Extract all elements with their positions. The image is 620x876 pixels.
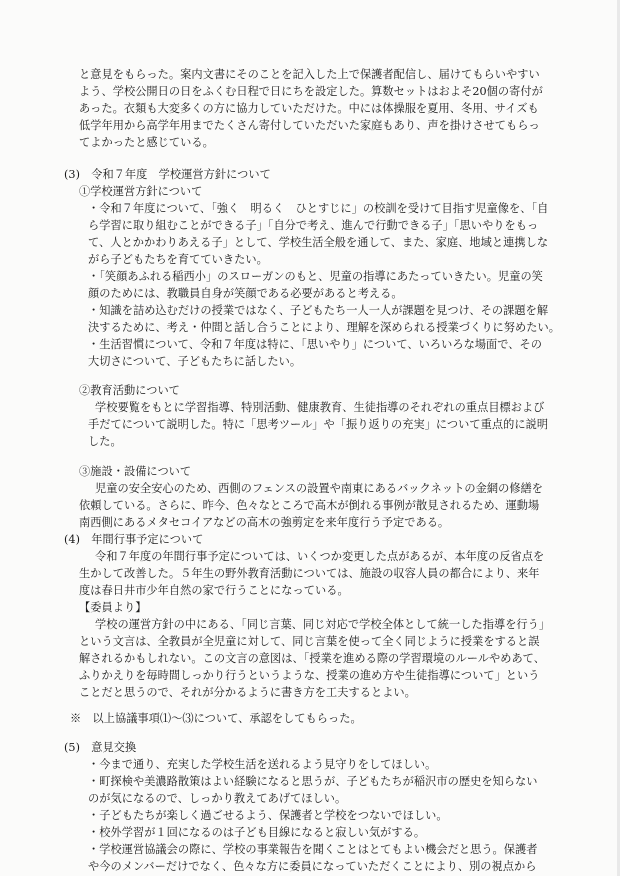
text-line: 依頼している。さらに、昨今、色々なところで高木が倒れる事例が散見されるため、運動場 xyxy=(79,499,540,512)
subsection-heading: ③施設・設備について xyxy=(79,465,192,478)
section-heading: (4) 年間行事予定について xyxy=(64,533,204,546)
text-line: 令和７年度の年間行事予定については、いくつか変更した点があるが、本年度の反省点を xyxy=(95,550,545,563)
text-line: 児童の安全安心のため、西側のフェンスの設置や南東にあるバックネットの金網の修繕を xyxy=(95,482,544,495)
text-line: よう、学校公開日の日をふくむ日程で日にちを設定した。算数セットはおよそ20個の寄付が xyxy=(79,85,543,98)
text-line: ・町探検や美濃路散策はよい経験になると思うが、子どもたちが稲沢市の歴史を知らない xyxy=(88,775,538,788)
text-line: 大切さについて、子どもたちに話したい。 xyxy=(88,355,302,368)
text-line: 解されるかもしれない。この文言の意図は、「授業を進める際の学習環境のルールやめあて、 xyxy=(79,652,545,665)
text-line: のが気になるので、しっかり教えてあげてほしい。 xyxy=(88,792,347,805)
text-line: 低学年用から高学年用までたくさん寄付していただいた家庭もあり、声を掛けさせてもらっ xyxy=(79,119,540,132)
text-line: ・令和７年度について、「強く 明るく ひとすじに」の校訓を受けて目指す児童像を、「自 xyxy=(88,202,549,215)
text-line: 南西側にあるメタセコイアなどの高木の強剪定を来年度行う予定である。 xyxy=(79,516,450,529)
text-line: ふりかえりを毎時間しっかり行うというような、授業の進め方や生徒指導について」という xyxy=(79,669,540,682)
member-comment-label: 【委員より】 xyxy=(79,601,147,614)
subsection-heading: ②教育活動について xyxy=(79,384,180,397)
text-line: 学校の運営方針の中にある、「同じ言葉、同じ対応で学校全体として統一した指導を行う」 xyxy=(95,618,551,631)
text-line: 度は春日井市少年自然の家で行うことになっている。 xyxy=(79,584,349,597)
text-line: ・今まで通り、充実した学校生活を送れるよう見守りをしてほしい。 xyxy=(88,758,437,771)
text-line: あった。衣類も大変多くの方に協力していただけた。中には体操服を夏用、冬用、サイズも xyxy=(79,102,539,115)
approval-note: ※ 以上協議事項⑴～⑶について、承認をしてもらった。 xyxy=(70,712,362,725)
text-line: 顔のためには、教職員自身が笑顔である必要があると考える。 xyxy=(88,287,403,300)
section-heading: (3) 令和７年度 学校運営方針について xyxy=(64,168,271,181)
text-line: 決するために、考え・仲間と話し合うことにより、理解を深められる授業づくりに努めたい。 xyxy=(88,321,560,334)
text-line: ことだと思うので、それが分かるように書き方を工夫するとよい。 xyxy=(79,686,416,699)
text-line: て、人とかかわりあえる子」として、学校生活全般を通して、また、家庭、地域と連携しな xyxy=(88,236,549,249)
text-line: や今のメンバーだけでなく、色々な方に委員になっていただくことにより、別の視点から xyxy=(88,860,537,873)
text-line: という文言は、全教員が全児童に対して、同じ言葉を使って全く同じように授業をすると誤 xyxy=(79,635,540,648)
text-line: ・「笑顔あふれる稲西小」のスローガンのもと、児童の指導にあたっていきたい。児童の笑 xyxy=(88,270,543,283)
subsection-heading: ①学校運営方針について xyxy=(79,185,203,198)
text-line: ・学校運営協議会の際に、学校の事業報告を聞くことはとてもよい機会だと思う。保護者 xyxy=(88,843,538,856)
text-line: てよかったと感じている。 xyxy=(79,136,214,149)
text-line: ・知識を詰め込むだけの授業ではなく、子どもたち一人一人が課題を見つけ、その課題を解 xyxy=(88,304,549,317)
text-line: ・子どもたちが楽しく過ごせるよう、保護者と学校をつないでほしい。 xyxy=(88,809,448,822)
text-line: がら子どもたちを育てていきたい。 xyxy=(88,253,268,266)
text-line: ・生活習慣について、令和７年度は特に、「思いやり」について、いろいろな場面で、その xyxy=(88,338,543,351)
text-line: ・校外学習が１回になるのは子ども目線になると寂しい気がする。 xyxy=(88,826,426,839)
text-line: ら学習に取り組むことができる子」「自分で考え、進んで行動できる子」「思いやりをもっ xyxy=(88,219,539,232)
section-heading: (5) 意見交換 xyxy=(64,741,137,754)
text-line: 学校要覧をもとに学習指導、特別活動、健康教育、生徒指導のそれぞれの重点目標および xyxy=(95,401,545,414)
text-line: 生かして改善した。５年生の野外教育活動については、施設の収容人員の都合により、来年 xyxy=(79,567,540,580)
text-line: した。 xyxy=(88,435,122,448)
text-line: と意見をもらった。案内文書にそのことを記入した上で保護者配信し、届けてもらいやすい xyxy=(79,68,540,81)
text-line: 手だてについて説明した。特に「思考ツール」や「振り返りの充実」について重点的に説明 xyxy=(88,418,549,431)
